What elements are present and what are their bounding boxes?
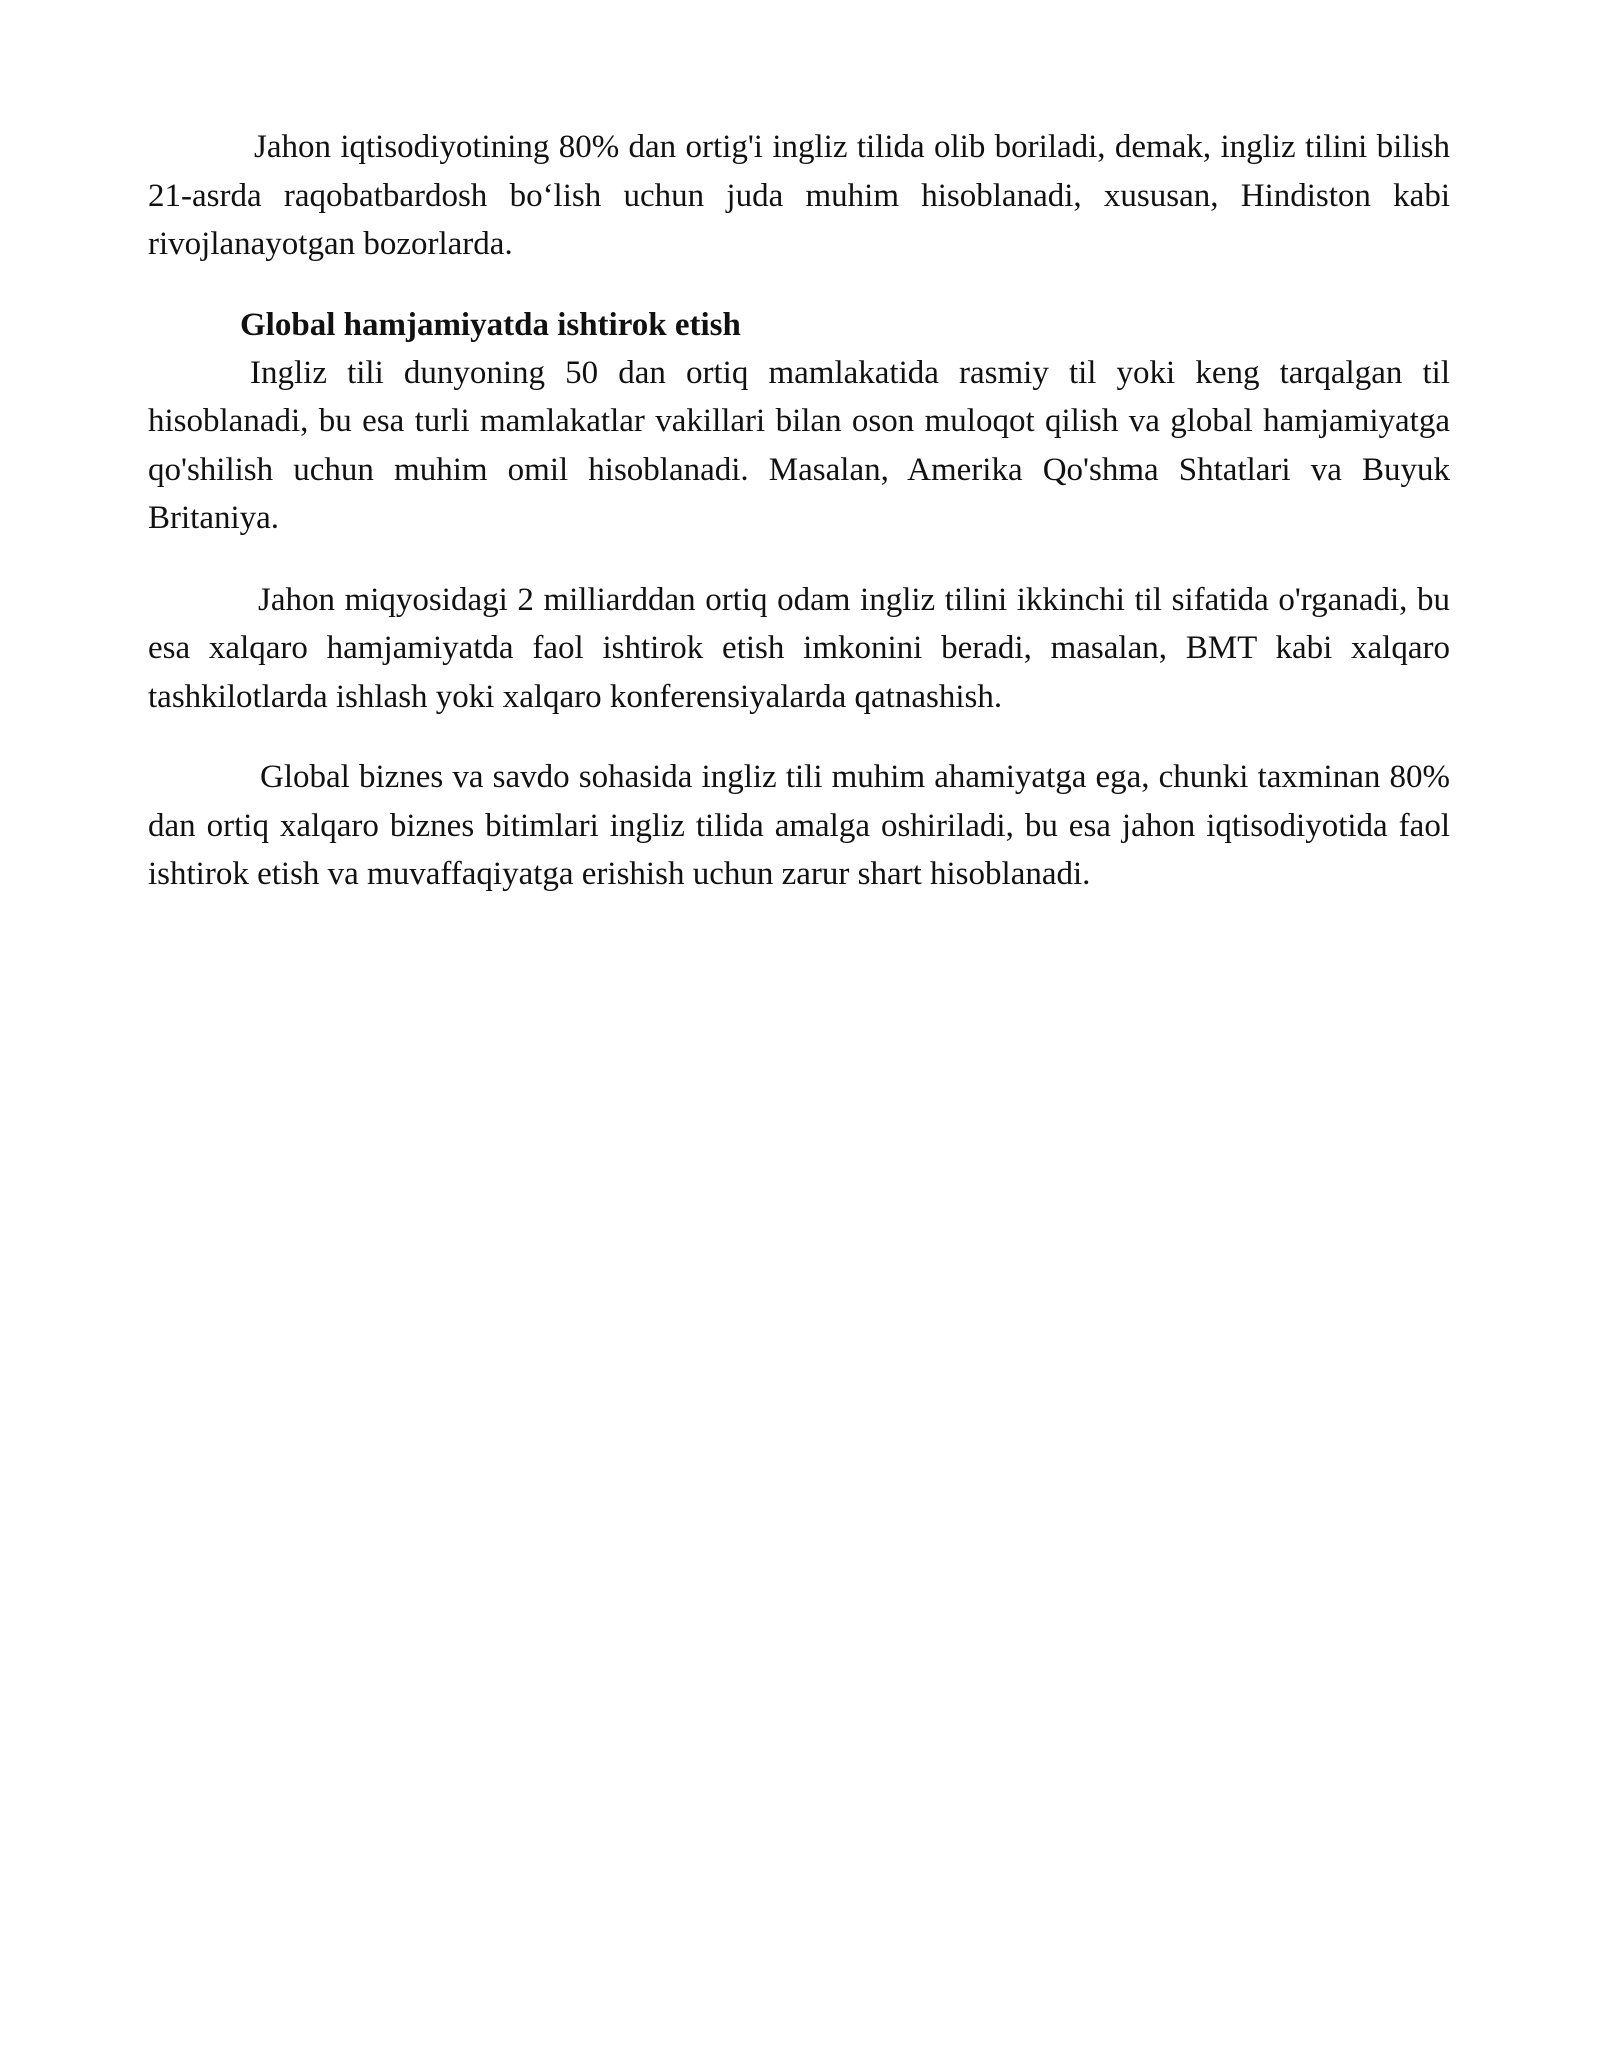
paragraph-economy: Jahon iqtisodiyotining 80% dan ortig'i ingliz tilida olib boriladi, demak, ingliz tilini bilish 21-asrda raqobatbardosh bo‘lish uchun juda muhim hisoblanadi, xususan, Hindiston kabi rivojlanayotgan bozorlarda. (148, 129, 1450, 262)
section-heading: Global hamjamiyatda ishtirok etish (240, 306, 741, 343)
paragraph-second-language: Jahon miqyosidagi 2 milliarddan ortiq odam ingliz tilini ikkinchi til sifatida o'rganadi, bu esa xalqaro hamjamiyatda faol ishtirok etish imkonini beradi, masalan, BMT kabi xalqaro tashkilotlarda ishlash yoki xalqaro konferensiyalarda qatnashish. (148, 581, 1450, 715)
paragraph-business: Global biznes va savdo sohasida ingliz tili muhim ahamiyatga ega, chunki taxminan 80% dan ortiq xalqaro biznes bitimlari ingliz tilida amalga oshiriladi, bu esa jahon iqtisodiyotida faol ishtirok etish va muvaffaqiyatga erishish uchun zarur shart hisoblanadi. (148, 759, 1450, 892)
document-body (148, 123, 1450, 899)
paragraph-official-language: Ingliz tili dunyoning 50 dan ortiq mamlakatida rasmiy til yoki keng tarqalgan til hisoblanadi, bu esa turli mamlakatlar vakillari bilan oson muloqot qilish va global hamjamiyatga qo'shilish uchun muhim omil hisoblanadi. Masalan, Amerika Qo'shma Shtatlari va Buyuk Britaniya. (148, 354, 1450, 536)
